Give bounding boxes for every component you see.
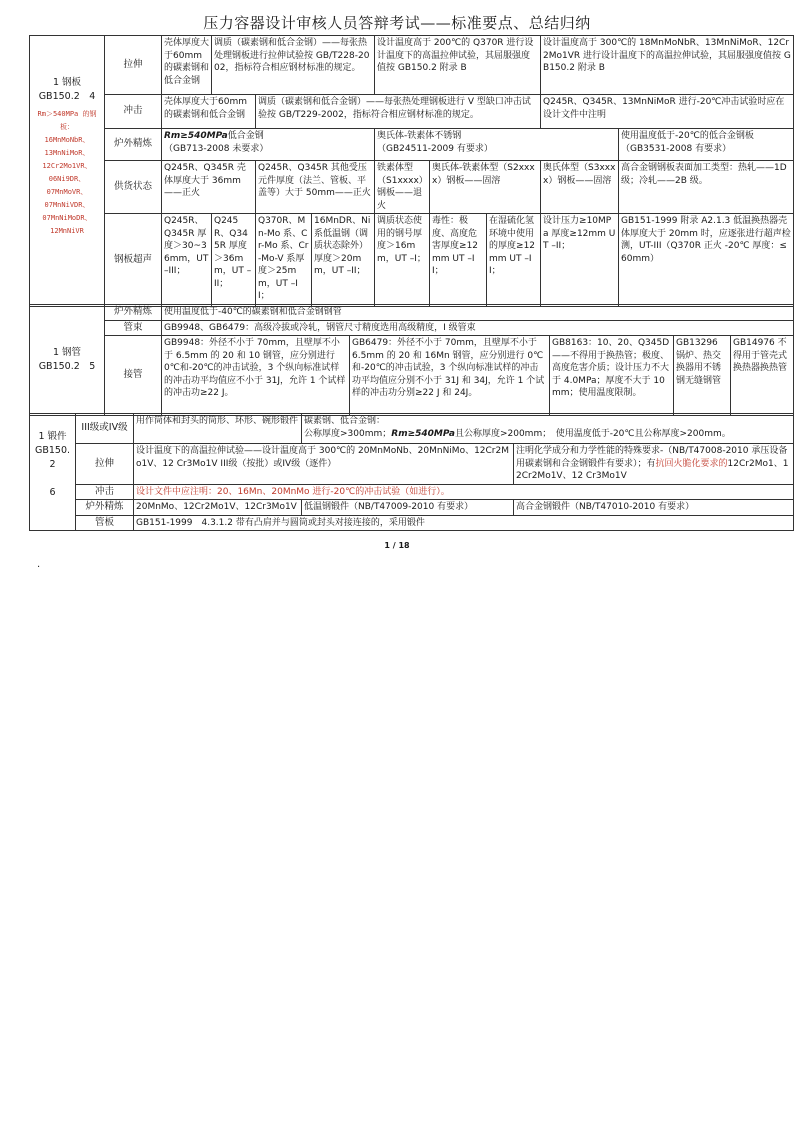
tensile-high-temp-cell: 设计温度高于 300℃的 18MnMoNbR、13MnNiMoR、12Cr2Mo1VR 进行设计温度下的高温拉伸试验，其屈服强度值按 GB150.2 附录 B	[541, 36, 794, 95]
forging-refining-highalloy-cell: 高合金钢锻件（NB/T47010-2010 有要求）	[514, 500, 794, 516]
supply-ferritic-cell: 铁素体型（S1xxxx）钢板——退火	[375, 161, 430, 214]
bundle-label: 管束	[105, 320, 162, 336]
steel-pipe-section-label: 1 钢管 GB150.2 5	[30, 305, 105, 416]
ultrasonic-cell: 16MnDR、Ni 系低温钢（调质状态除外）厚度＞20mm，UT –II；	[312, 214, 375, 307]
impact-thickness-cell: 壳体厚度大于60mm 的碳素钢和低合金钢	[162, 95, 256, 129]
ultrasonic-cell: 毒性：极度、高度危害厚度≥12mm UT –II；	[430, 214, 487, 307]
forging-table	[29, 413, 794, 531]
forging-clause-number: 6	[49, 486, 56, 498]
refining-label: 炉外精炼	[105, 129, 162, 161]
impact-design-note-cell: Q245R、Q345R、13MnNiMoR 进行-20℃冲击试验时应在设计文件中注明	[541, 95, 794, 129]
forging-chemistry-b: 12Cr2Mo1、12Cr2Mo1V、12 Cr3Mo1V	[516, 458, 789, 481]
forging-tensile-cell: 设计温度下的高温拉伸试验——设计温度高于 300℃的 20MnMoNb、20MnNiMo、12Cr2Mo1V、12 Cr3Mo1V III级（按批）或IV级（逐件）	[134, 444, 514, 485]
page-number: 1 / 18	[384, 541, 410, 550]
nozzle-gb6479-cell: GB6479：外径不小于 70mm，且壁厚不小于 6.5mm 的 20 和 16Mn 钢管，应分别进行 0℃和-20℃的冲击试验，3 个纵向标准试样的冲击功平均值应分别不小于 31J 和 34J，允许 1 个试样的冲击功分别≥22 J 和 24J。	[350, 336, 550, 416]
ultrasonic-cell: Q245R、Q345R 厚度＞36mm，UT –II；	[212, 214, 256, 307]
forging-impact-label: 冲击	[76, 484, 134, 500]
grade-condition-a: 碳素钢、低合金钢： 公称厚度>300mm；	[304, 416, 392, 439]
nozzle-gb8163-cell: GB8163：10、20、Q345D——不得用于换热管；极度、高度危害介质；设计压力不大于 4.0MPa；厚度不大于 10mm；使用温度限制。	[550, 336, 674, 416]
ultrasonic-cell: 调质状态使用的钢号厚度＞16mm，UT –I；	[375, 214, 430, 307]
steel-plate-section-label	[30, 36, 105, 307]
supply-surface-cell: 高合金钢钢板表面加工类型：热轧——1D 级；冷轧——2B 级。	[619, 161, 794, 214]
forging-label-spacer	[30, 515, 76, 531]
grade-condition-cell	[302, 414, 794, 444]
forging-chemistry-cell	[514, 444, 794, 485]
ultrasonic-label: 钢板超声	[105, 214, 162, 307]
refining-duplex-cell: 奥氏体-铁素体不锈钢 （GB24511-2009 有要求）	[375, 129, 619, 161]
ultrasonic-cell: GB151-1999 附录 A2.1.3 低温换热器壳体厚度大于 20mm 时，应逐张进行超声检测，UT-III（Q370R 正火 -20℃ 厚度：≤60mm）	[619, 214, 794, 307]
grade-forging-cell: 用作筒体和封头的筒形、环形、碗形锻件	[134, 414, 302, 444]
forging-refining-alloy-cell: 20MnMo、12Cr2Mo1V、12Cr3Mo1V	[134, 500, 302, 516]
grade-rm-threshold: Rm≥540MPa	[391, 428, 455, 439]
supply-label: 供货状态	[105, 161, 162, 214]
forging-refining-lowtemp-cell: 低温钢锻件（NB/T47009-2010 有要求）	[302, 500, 514, 516]
tensile-label: 拉伸	[105, 36, 162, 95]
supply-austenitic-cell: 奥氏体型（S3xxxx）钢板——固溶	[541, 161, 619, 214]
bundle-cell: GB9948、GB6479：高级冷拔或冷轧，钢管尺寸精度选用高级精度，I 级管束	[162, 320, 794, 336]
forging-impact-cell: 设计文件中应注明：20、16Mn、20MnMo 进行-20℃的冲击试验（如进行）。	[134, 484, 794, 500]
forging-label: 1 锻件 GB150.2	[34, 430, 71, 470]
nozzle-gb14976-cell: GB14976 不得用于管壳式换热器换热管	[731, 336, 794, 416]
high-strength-plate-note: Rm＞540MPa 的钢板： 16MnMoNbR、 13MnNiMoR、 12Cr2Mo1VR、 06Ni9DR、 07MnMoVR、 07MnNiVDR、 07MnNiMoDR、 12MnNiVR	[37, 110, 97, 235]
grade-condition-b: 且公称厚度>200mm； 使用温度低于-20℃且公称厚度>200mm。	[454, 428, 731, 439]
supply-duplex-cell: 奥氏体-铁素体型（S2xxxx）钢板——固溶	[430, 161, 541, 214]
supply-parts-cell: Q245R、Q345R 其他受压元件厚度（法兰、管板、平盖等）大于 50mm——正火	[256, 161, 375, 214]
refining-low-alloy-text: 低合金钢 （GB713-2008 未要求）	[164, 131, 269, 154]
page-title: 压力容器设计审核人员答辩考试——标准要点、总结归纳	[203, 14, 591, 32]
ultrasonic-cell: Q245R、Q345R 厚度＞30~36mm，UT –III；	[162, 214, 212, 307]
grade-label: III级或IV级	[76, 414, 134, 444]
forging-chemistry-a: 注明化学成分和力学性能的特殊要求-（NB/T47008-2010 承压设备用碳素钢和合金钢锻件有要求）；有	[516, 446, 788, 469]
rm-threshold: Rm≥540MPa	[164, 131, 228, 141]
steel-plate-label: 1 钢板 GB150.2 4	[38, 77, 96, 102]
forging-section-label	[30, 414, 76, 516]
supply-shell-cell: Q245R、Q345R 壳体厚度大于 36mm——正火	[162, 161, 256, 214]
tensile-thickness-cell: 壳体厚度大于60mm 的碳素钢和低合金钢	[162, 36, 212, 95]
tensile-q370r-cell: 设计温度高于 200℃的 Q370R 进行设计温度下的高温拉伸试验，其屈服强度值按 GB150.2 附录 B	[375, 36, 541, 95]
impact-label: 冲击	[105, 95, 162, 129]
nozzle-gb13296-cell: GB13296 锅炉、热交换器用不锈钢无缝钢管	[674, 336, 731, 416]
impact-quenched-cell: 调质（碳素钢和低合金钢）——每张热处理钢板进行 V 型缺口冲击试验按 GB/T229-2002，指标符合相应钢材标准的规定。	[256, 95, 541, 129]
nozzle-label: 接管	[105, 336, 162, 416]
temper-embrittlement-note: 抗回火脆化要求的	[655, 458, 728, 469]
ultrasonic-cell: 设计压力≥10MPa 厚度≥12mm UT –II；	[541, 214, 619, 307]
pipe-refining-cell: 使用温度低于-40℃的碳素钢和低合金钢钢管	[162, 305, 794, 321]
steel-pipe-table	[29, 304, 794, 416]
tensile-quenched-cell: 调质（碳素钢和低合金钢）——每张热处理钢板进行拉伸试验按 GB/T228-2002，指标符合相应钢材标准的规定。	[212, 36, 375, 95]
tubesheet-cell: GB151-1999 4.3.1.2 带有凸肩并与圆筒或封头对接连接的，采用锻件	[134, 515, 794, 531]
nozzle-gb9948-cell: GB9948：外径不小于 70mm，且壁厚不小于 6.5mm 的 20 和 10 钢管，应分别进行 0℃和-20℃的冲击试验，3 个纵向标准试样的冲击功平均值应不小于 31J，允许 1 个试样的冲击功≥22 J。	[162, 336, 350, 416]
refining-low-temp-cell: 使用温度低于-20℃的低合金钢板 （GB3531-2008 有要求）	[619, 129, 794, 161]
forging-refining-label: 炉外精炼	[76, 500, 134, 516]
refining-low-alloy-cell	[162, 129, 375, 161]
ultrasonic-cell: 在湿硫化氢环境中使用的厚度≥12mm UT –II；	[487, 214, 541, 307]
ultrasonic-cell: Q370R、Mn-Mo 系、Cr-Mo 系、Cr-Mo-V 系厚度＞25mm，UT –II；	[256, 214, 312, 307]
pipe-refining-label: 炉外精炼	[105, 305, 162, 321]
steel-plate-table	[29, 35, 794, 307]
tubesheet-label: 管板	[76, 515, 134, 531]
bullet-dot: ·	[37, 562, 41, 573]
forging-tensile-label: 拉伸	[76, 444, 134, 485]
